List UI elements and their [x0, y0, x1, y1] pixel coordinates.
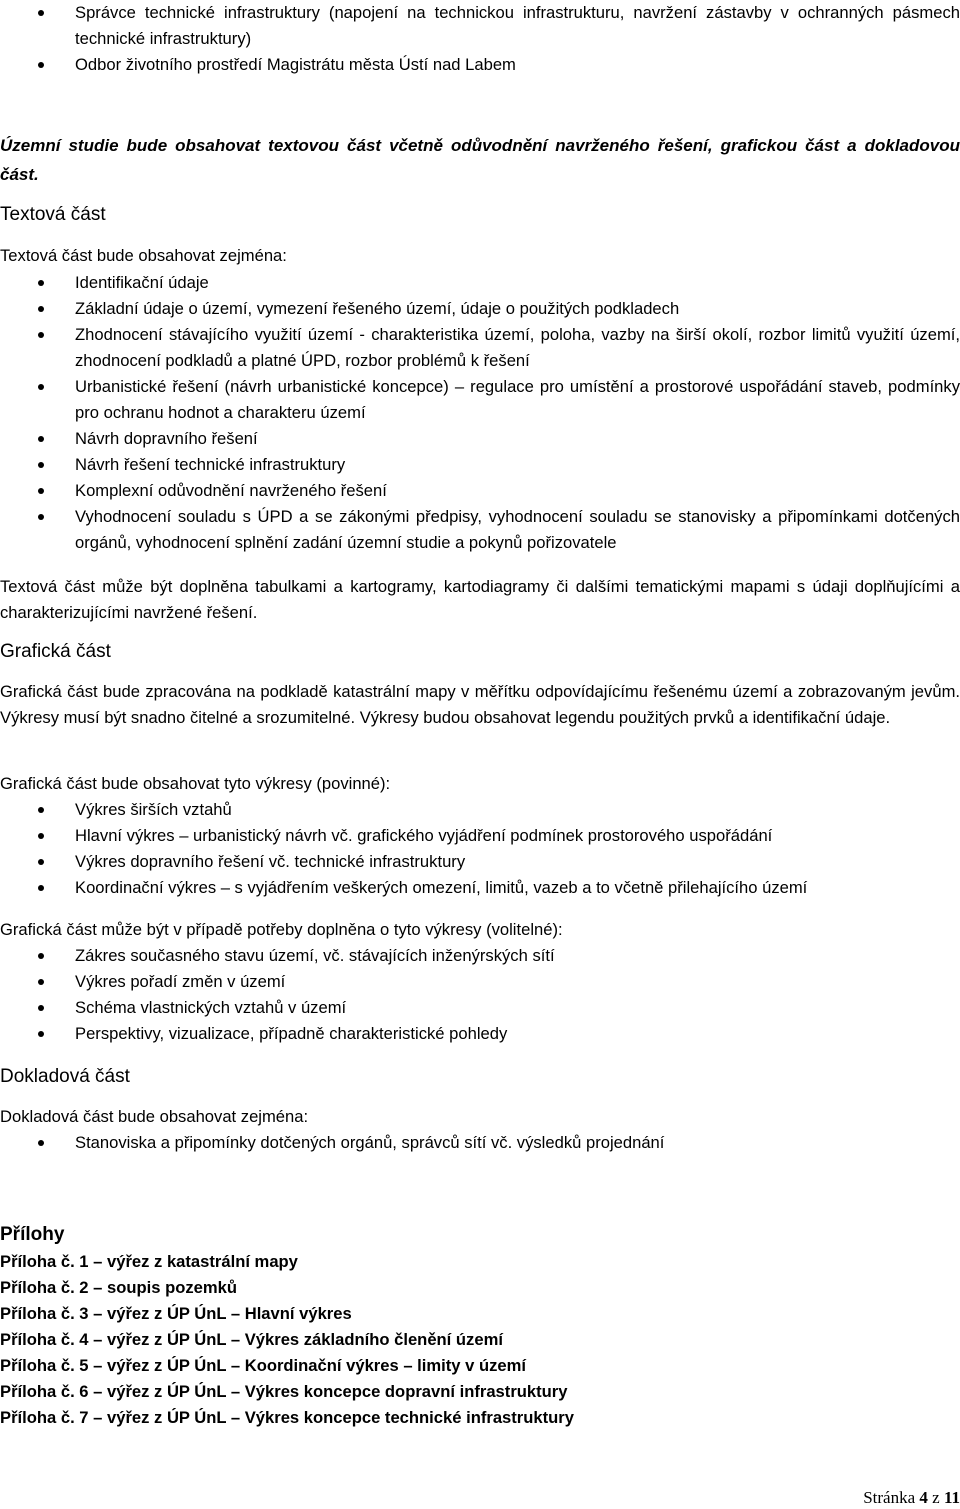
graficka-required-lead: Grafická část bude obsahovat tyto výkresy (povinné): — [0, 774, 391, 793]
priloha-item: Příloha č. 4 – výřez z ÚP ÚnL – Výkres základního členění území — [0, 1330, 503, 1349]
priloha-item: Příloha č. 3 – výřez z ÚP ÚnL – Hlavní výkres — [0, 1304, 352, 1323]
list-item: Návrh řešení technické infrastruktury — [0, 452, 960, 478]
priloha-item: Příloha č. 1 – výřez z katastrální mapy — [0, 1252, 298, 1271]
section-heading-dokladova: Dokladová část — [0, 1066, 130, 1087]
list-item: Schéma vlastnických vztahů v území — [0, 995, 960, 1021]
textova-list — [0, 270, 960, 556]
list-item: Vyhodnocení souladu s ÚPD a se zákonými předpisy, vyhodnocení souladu se stanovisky a připomínkami dotčených orgánů, vyhodnocení splnění zadání územní studie a pokynů pořizovatele — [0, 504, 960, 556]
prilohy-list — [0, 1249, 960, 1431]
list-item: Výkres pořadí změn v území — [0, 969, 960, 995]
list-item: Hlavní výkres – urbanistický návrh vč. grafického vyjádření podmínek prostorového uspořádání — [0, 823, 960, 849]
list-item: Koordinační výkres – s vyjádřením veškerých omezení, limitů, vazeb a to včetně přilehajícího území — [0, 875, 960, 901]
graficka-required-list — [0, 797, 960, 901]
list-item: Stanoviska a připomínky dotčených orgánů, správců sítí vč. výsledků projednání — [0, 1130, 960, 1156]
list-item: Správce technické infrastruktury (napojení na technickou infrastrukturu, navržení zástavby v ochranných pásmech technické infrastruktury) — [0, 0, 960, 52]
footer-of: z — [932, 1488, 940, 1507]
top-list — [0, 0, 960, 78]
section-heading-textova: Textová část — [0, 204, 106, 225]
intro-paragraph: Územní studie bude obsahovat textovou část včetně odůvodnění navrženého řešení, grafickou část a dokladovou část. — [0, 136, 960, 184]
textova-note: Textová část může být doplněna tabulkami a kartogramy, kartodiagramy či dalšími tematickými mapami s údaji doplňujícími a charakterizujícími navržené řešení. — [0, 577, 960, 622]
list-item: Výkres dopravního řešení vč. technické infrastruktury — [0, 849, 960, 875]
textova-lead: Textová část bude obsahovat zejména: — [0, 246, 287, 265]
list-item: Návrh dopravního řešení — [0, 426, 960, 452]
footer-page: 4 — [919, 1488, 928, 1507]
priloha-item: Příloha č. 2 – soupis pozemků — [0, 1278, 237, 1297]
dokladova-lead: Dokladová část bude obsahovat zejména: — [0, 1107, 309, 1126]
graficka-optional-list — [0, 943, 960, 1047]
dokladova-list — [0, 1130, 960, 1156]
list-item: Výkres širších vztahů — [0, 797, 960, 823]
graficka-paragraph: Grafická část bude zpracována na podkladě katastrální mapy v měřítku odpovídajícímu řešenému území a zobrazovaným jevům. Výkresy musí být snadno čitelné a srozumitelné. Výkresy budou obsahovat legendu použitých prvků a identifikační údaje. — [0, 682, 960, 727]
footer-label: Stránka — [863, 1488, 916, 1507]
list-item: Odbor životního prostředí Magistrátu města Ústí nad Labem — [0, 52, 960, 78]
page-number-footer — [863, 1488, 960, 1508]
section-heading-prilohy: Přílohy — [0, 1224, 65, 1245]
priloha-item: Příloha č. 7 – výřez z ÚP ÚnL – Výkres koncepce technické infrastruktury — [0, 1408, 574, 1427]
graficka-optional-lead: Grafická část může být v případě potřeby doplněna o tyto výkresy (volitelné): — [0, 920, 563, 939]
priloha-item: Příloha č. 6 – výřez z ÚP ÚnL – Výkres koncepce dopravní infrastruktury — [0, 1382, 568, 1401]
list-item: Zákres současného stavu území, vč. stávajících inženýrských sítí — [0, 943, 960, 969]
section-heading-graficka: Grafická část — [0, 641, 111, 662]
list-item: Základní údaje o území, vymezení řešeného území, údaje o použitých podkladech — [0, 296, 960, 322]
list-item: Identifikační údaje — [0, 270, 960, 296]
list-item: Urbanistické řešení (návrh urbanistické koncepce) – regulace pro umístění a prostorové uspořádání staveb, podmínky pro ochranu hodnot a charakteru území — [0, 374, 960, 426]
list-item: Zhodnocení stávajícího využití území - charakteristika území, poloha, vazby na širší okolí, rozbor limitů využití území, zhodnocení podkladů a platné ÚPD, rozbor problémů k řešení — [0, 322, 960, 374]
list-item: Perspektivy, vizualizace, případně charakteristické pohledy — [0, 1021, 960, 1047]
list-item: Komplexní odůvodnění navrženého řešení — [0, 478, 960, 504]
priloha-item: Příloha č. 5 – výřez z ÚP ÚnL – Koordinační výkres – limity v území — [0, 1356, 526, 1375]
footer-total: 11 — [943, 1488, 960, 1507]
